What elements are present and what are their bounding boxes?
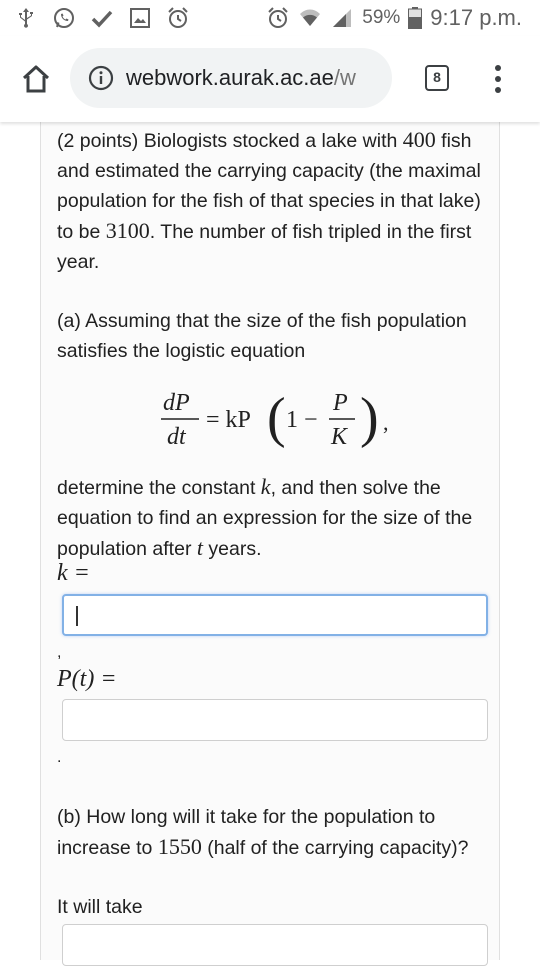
- clock: 9:17 p.m.: [430, 5, 522, 30]
- eq-equals-kp: = kP: [206, 407, 251, 433]
- part-a-task: determine the constant k, and then solve the equation to find an expression for the size of the population after t years.: [57, 474, 473, 560]
- system-icons: [266, 4, 522, 32]
- alarm-icon: [266, 6, 290, 30]
- text-caret: [76, 606, 78, 626]
- eq-comma: ,: [383, 410, 389, 435]
- eq-lhs-numerator: dP: [163, 390, 190, 416]
- browser-toolbar: [0, 36, 540, 122]
- notification-icons: [14, 4, 190, 32]
- alarm-icon: [166, 6, 190, 30]
- eq-k: K: [331, 424, 348, 450]
- eq-lhs-denominator: dt: [167, 424, 186, 450]
- k-label: k =: [57, 560, 90, 586]
- url-text[interactable]: [126, 65, 386, 91]
- signal-icon: [330, 6, 354, 30]
- p-of-t-label: P(t) =: [57, 666, 117, 692]
- part-a-intro: (a) Assuming that the size of the fish population satisfies the logistic equation: [57, 310, 467, 362]
- separator-tick: ,: [57, 644, 62, 661]
- tab-switcher-button[interactable]: 8: [425, 65, 449, 91]
- battery-percent: 59%: [362, 7, 401, 28]
- battery-icon: [408, 7, 422, 29]
- eq-one-minus: 1 −: [286, 407, 318, 433]
- status-bar: [0, 0, 540, 36]
- it-will-take-label: It will take: [57, 896, 143, 918]
- info-icon[interactable]: [88, 65, 114, 91]
- whatsapp-icon: [52, 6, 76, 30]
- k-answer-input[interactable]: [62, 594, 488, 636]
- p-of-t-answer-input[interactable]: [62, 699, 488, 741]
- address-bar[interactable]: [70, 48, 392, 108]
- part-b-question: (b) How long will it take for the population to increase to 1550 (half of the carrying capacity)?: [57, 806, 469, 859]
- wifi-icon: [298, 6, 322, 30]
- menu-icon[interactable]: [488, 63, 508, 95]
- eq-close-paren: ): [360, 387, 379, 449]
- check-icon: [90, 6, 114, 30]
- usb-icon: [14, 6, 38, 30]
- logistic-equation: [159, 384, 399, 454]
- problem-intro: (2 points) Biologists stocked a lake with 400 fish and estimated the carrying capacity (the maximal population for the fish of that species in that lake) to be 3100. The number of fish tripled in the first year.: [57, 127, 481, 273]
- eq-p: P: [333, 390, 348, 416]
- home-icon[interactable]: [18, 61, 54, 97]
- separator-dot: .: [57, 749, 62, 766]
- image-icon: [128, 6, 152, 30]
- url-path: /w: [333, 65, 356, 90]
- eq-open-paren: (: [267, 387, 286, 449]
- problem-content: [40, 122, 500, 960]
- url-domain: webwork.aurak.ac.ae: [126, 65, 334, 90]
